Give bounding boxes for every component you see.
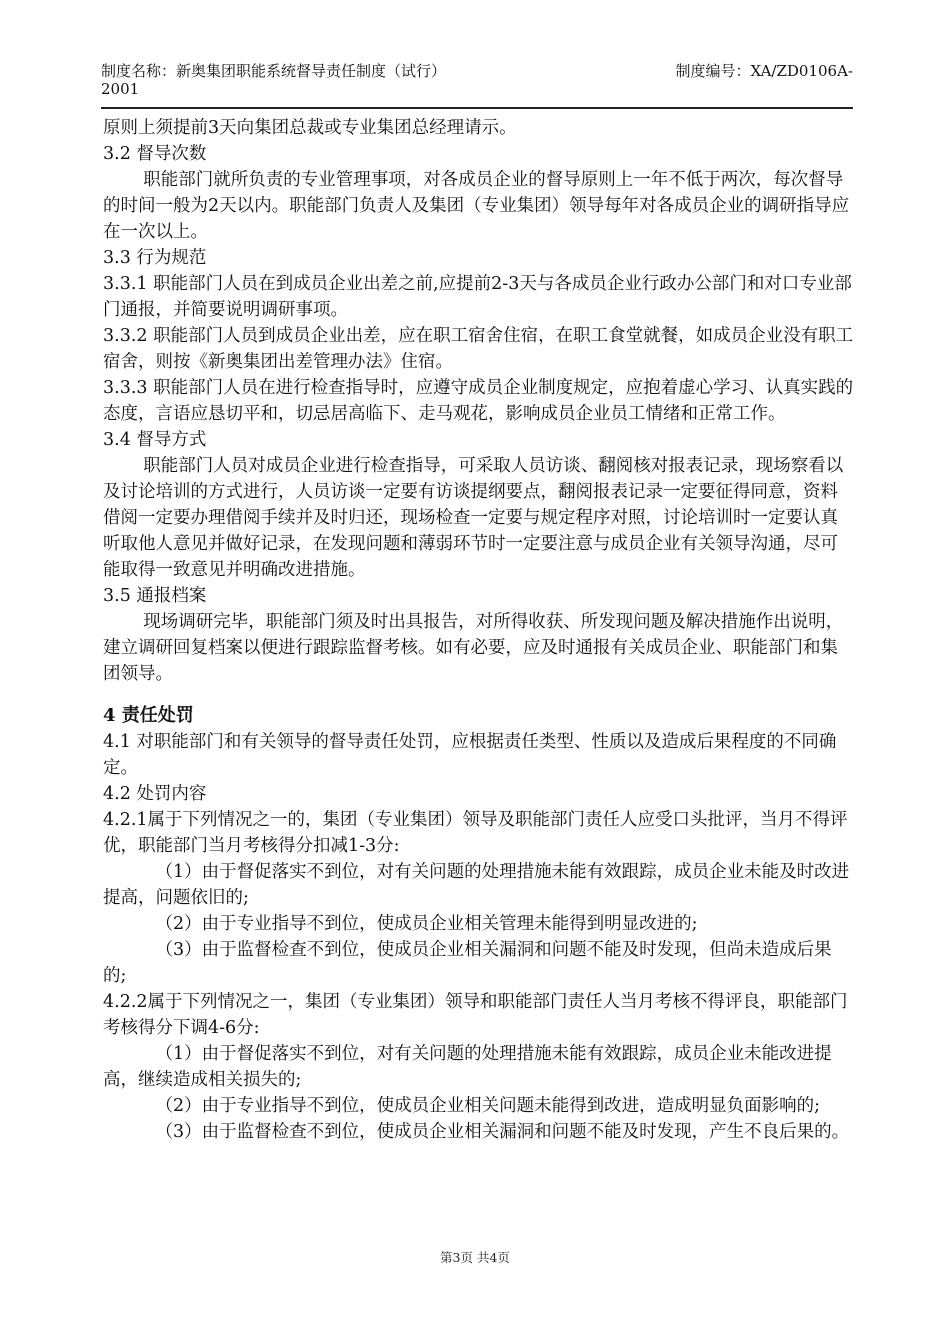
subsection-heading: 4.2 处罚内容 [103, 784, 207, 804]
clause: 3.3.2 职能部门人员到成员企业出差，应在职工宿舍住宿，在职工食堂就餐，如成员企业没有职工宿舍，则按《新奥集团出差管理办法》住宿。 [103, 326, 854, 372]
subsection-heading: 3.3 行为规范 [103, 248, 207, 268]
clause: 4.2.1属于下列情况之一的，集团（专业集团）领导及职能部门责任人应受口头批评，当月不得评优，职能部门当月考核得分扣减1-3分: [103, 810, 848, 856]
document-header [101, 62, 853, 109]
paragraph: 职能部门人员对成员企业进行检查指导，可采取人员访谈、翻阅核对报表记录，现场察看以及讨论培训的方式进行，人员访谈一定要有访谈提纲要点，翻阅报表记录一定要征得同意，资料借阅一定要办理借阅手续并及时归还，现场检查一定要与规定程序对照，讨论培训时一定要认真听取他人意见并做好记录，在发现问题和薄弱环节时一定要注意与成员企业有关领导沟通，尽可能取得一致意见并明确改进措施。 [103, 456, 844, 580]
subsection-heading: 3.4 督导方式 [103, 430, 207, 450]
list-item: （3）由于监督检查不到位，使成员企业相关漏洞和问题不能及时发现，产生不良后果的。 [155, 1122, 850, 1142]
header-code-tail: 2001 [101, 80, 140, 98]
list-item: （2）由于专业指导不到位，使成员企业相关问题未能得到改进，造成明显负面影响的; [155, 1096, 821, 1116]
section-heading: 4 责任处罚 [103, 705, 194, 726]
spacer [103, 687, 855, 703]
document-body [103, 115, 855, 1145]
header-title: 制度名称：新奥集团职能系统督导责任制度（试行） [101, 62, 447, 80]
page-number: 第3页 共4页 [440, 1250, 510, 1265]
clause: 3.3.3 职能部门人员在进行检查指导时，应遵守成员企业制度规定，应抱着虚心学习、认真实践的态度，言语应恳切平和，切忌居高临下、走马观花，影响成员企业员工情绪和正常工作。 [103, 378, 854, 424]
list-item: （1）由于督促落实不到位，对有关问题的处理措施未能有效跟踪，成员企业未能及时改进提高，问题依旧的; [103, 862, 850, 908]
paragraph: 职能部门就所负责的专业管理事项，对各成员企业的督导原则上一年不低于两次，每次督导的时间一般为2天以内。职能部门负责人及集团（专业集团）领导每年对各成员企业的调研指导应在一次以上。 [103, 170, 850, 242]
clause: 4.1 对职能部门和有关领导的督导责任处罚，应根据责任类型、性质以及造成后果程度的不同确定。 [103, 732, 837, 778]
list-item: （2）由于专业指导不到位，使成员企业相关管理未能得到明显改进的; [155, 914, 698, 934]
subsection-heading: 3.5 通报档案 [103, 586, 207, 606]
clause: 4.2.2属于下列情况之一，集团（专业集团）领导和职能部门责任人当月考核不得评良，职能部门考核得分下调4-6分: [103, 992, 848, 1038]
list-item: （3）由于监督检查不到位，使成员企业相关漏洞和问题不能及时发现，但尚未造成后果的; [103, 940, 832, 986]
subsection-heading: 3.2 督导次数 [103, 144, 207, 164]
paragraph: 现场调研完毕，职能部门须及时出具报告，对所得收获、所发现问题及解决措施作出说明，建立调研回复档案以便进行跟踪监督考核。如有必要，应及时通报有关成员企业、职能部门和集团领导。 [103, 612, 844, 684]
paragraph: 原则上须提前3天向集团总裁或专业集团总经理请示。 [103, 118, 517, 138]
clause: 3.3.1 职能部门人员在到成员企业出差之前,应提前2-3天与各成员企业行政办公部门和对口专业部门通报，并简要说明调研事项。 [103, 274, 852, 320]
list-item: （1）由于督促落实不到位，对有关问题的处理措施未能有效跟踪，成员企业未能改进提高，继续造成相关损失的; [103, 1044, 832, 1090]
header-code: 制度编号：XA/ZD0106A- [675, 62, 853, 80]
